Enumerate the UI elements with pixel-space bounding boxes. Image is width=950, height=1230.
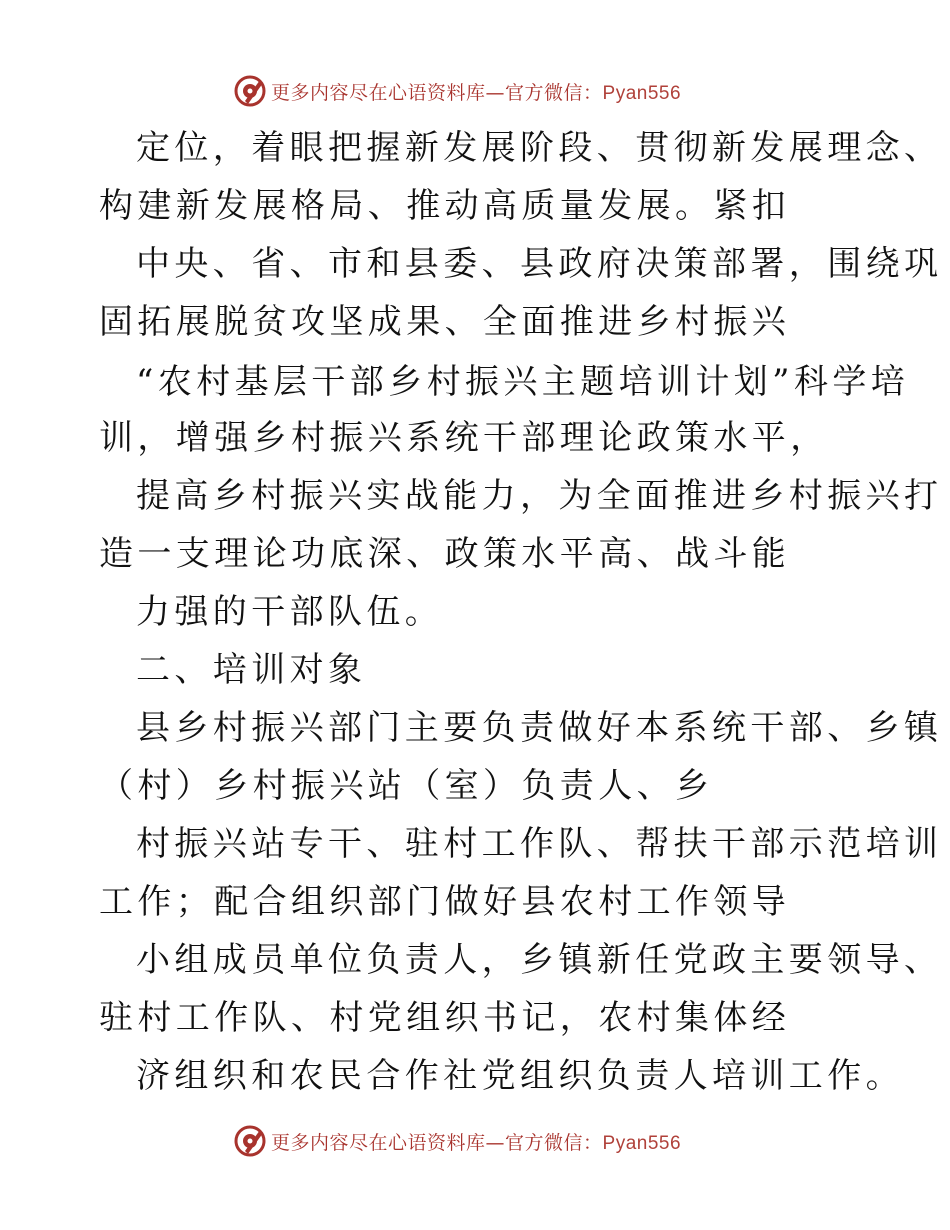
footer-watermark (233, 1124, 681, 1158)
text-line: 县乡村振兴部门主要负责做好本系统干部、乡镇 (136, 708, 943, 748)
header-watermark (233, 74, 681, 108)
text-line: （村）乡村振兴站（室）负责人、乡 (99, 766, 714, 806)
watermark-wechat-label: 官方微信： (505, 1131, 603, 1154)
watermark-wechat-id: Pyan556 (602, 1132, 682, 1154)
text-line: 驻村工作队、村党组织书记，农村集体经 (99, 998, 791, 1038)
brand-logo-icon (233, 1124, 267, 1158)
watermark-wechat-id: Pyan556 (602, 82, 682, 104)
text-line: 造一支理论功底深、政策水平高、战斗能 (99, 534, 791, 574)
text-line: 济组织和农民合作社党组织负责人培训工作。 (136, 1056, 904, 1096)
text-line: 构建新发展格局、推动高质量发展。紧扣 (99, 186, 791, 226)
watermark-text (271, 78, 681, 105)
watermark-slogan: 更多内容尽在心语资料库 (271, 1131, 486, 1154)
watermark-wechat-label: 官方微信： (505, 81, 603, 104)
text-line: 工作；配合组织部门做好县农村工作领导 (99, 882, 791, 922)
watermark-slogan: 更多内容尽在心语资料库 (271, 81, 486, 104)
brand-logo-icon (233, 74, 267, 108)
text-line: 定位，着眼把握新发展阶段、贯彻新发展理念、 (136, 128, 943, 168)
watermark-text (271, 1128, 681, 1155)
text-line: 提高乡村振兴实战能力，为全面推进乡村振兴打 (136, 476, 943, 516)
text-line: “农村基层干部乡村振兴主题培训计划”科学培 (136, 362, 910, 402)
section-heading: 二、培训对象 (136, 650, 367, 690)
watermark-separator: — (485, 1131, 506, 1154)
text-line: 力强的干部队伍。 (136, 592, 444, 632)
watermark-separator: — (485, 81, 506, 104)
text-line: 中央、省、市和县委、县政府决策部署，围绕巩 (136, 244, 943, 284)
text-line: 固拓展脱贫攻坚成果、全面推进乡村振兴 (99, 302, 791, 342)
text-line: 小组成员单位负责人，乡镇新任党政主要领导、 (136, 940, 943, 980)
text-line: 训，增强乡村振兴系统干部理论政策水平， (99, 418, 829, 458)
text-line: 村振兴站专干、驻村工作队、帮扶干部示范培训 (136, 824, 943, 864)
